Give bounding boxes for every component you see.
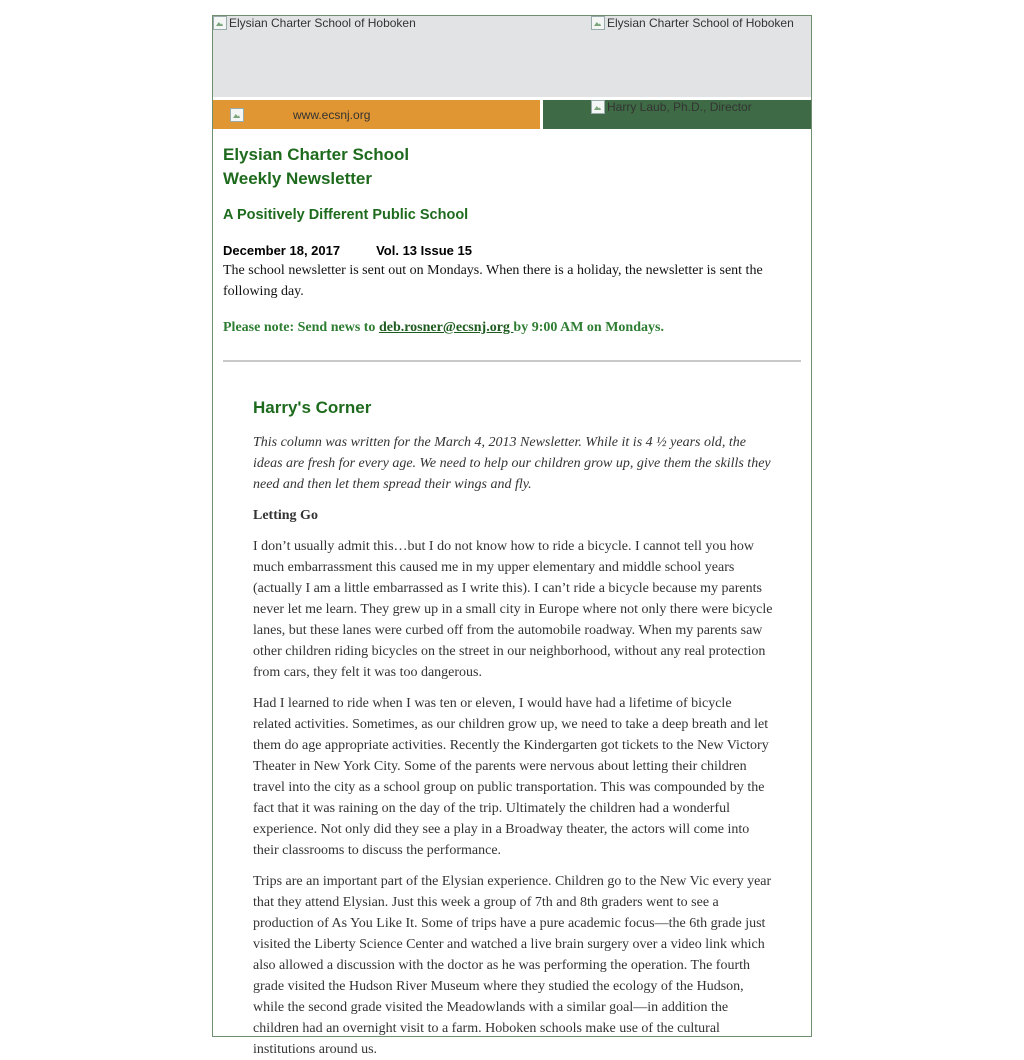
school-logo-right: Elysian Charter School of Hoboken [591,16,794,30]
column-paragraph-3: Trips are an important part of the Elysian experience. Children go to the New Vic every year that they attend Elysian. Just this week a group of 7th and 8th graders went to see a production of As You Like It. Some of trips have a pure academic focus—the 6th grade just visited the Liberty Science Center and watched a live brain surgery over a video link which also allowed a discussion with the doctor as he was performing the operation. The fourth grade visited the Hudson River Museum where they studied the ecology of the Hudson, while the second grade visited the Meadowlands with a similar goal—in addition the children had an overnight visit to a farm. Hoboken schools make use of the cultural institutions around us. [253,874,772,1057]
column-paragraph-2: Had I learned to ride when I was ten or eleven, I would have had a lifetime of bicycle related activities. Sometimes, as our children grow up, we need to take a deep breath and let them do age appropriate activities. Recently the Kindergarten got tickets to the New Victory Theater in New York City. Some of the parents were nervous about letting their children travel into the city as a school group on public transportation. This was compounded by the fact that it was raining on the day of the trip. Ultimately the children had a wonderful experience. Not only did they see a play in a Broadway theater, the actors will come into their classrooms to discuss the performance. [253,696,769,858]
broken-image-icon [230,108,244,122]
issue-line [223,243,801,258]
submission-note: Please note: Send news to deb.rosner@ecsnj.org by 9:00 AM on Mondays. [223,320,664,335]
website-bar[interactable] [213,100,540,129]
column-paragraph-1: I don’t usually admit this…but I do not know how to ride a bicycle. I cannot tell you how much embarrassment this caused me in my upper elementary and middle school years (actually I am a little embarrassed as I write this). I can’t ride a bicycle because my parents never let me learn. They grew up in a small city in Europe where not only there were bicycle lanes, but these lanes were curbed off from the automobile roadway. When my parents saw other children riding bicycles on the street in our neighborhood, without any real protection from cars, they felt it was too dangerous. [253,539,773,680]
harrys-corner-heading: Harry's Corner [253,398,372,417]
newsletter-header-content [223,143,801,362]
director-bar [543,100,811,129]
website-image [230,108,244,122]
harrys-corner-section [253,398,773,1060]
website-link[interactable]: www.ecsnj.org [293,108,371,122]
tagline: A Positively Different Public School [223,207,469,223]
email-link[interactable]: deb.rosner@ecsnj.org [378,320,514,335]
director-image: Harry Laub, Ph.D., Director [591,100,752,114]
intro-text: The school newsletter is sent out on Mondays. When there is a holiday, the newsletter is sent the following day. [223,263,763,299]
broken-image-icon [213,16,227,30]
broken-image-icon [591,16,605,30]
newsletter-title-line1: Elysian Charter School [223,145,410,164]
school-logo-left: Elysian Charter School of Hoboken [213,16,416,30]
section-divider [223,360,801,362]
header-band [213,16,811,97]
newsletter-frame [212,15,812,1057]
issue-date: December 18, 2017 [223,243,341,258]
column-intro: This column was written for the March 4, 2013 Newsletter. While it is 4 ½ years old, the ideas are fresh for every age. We need to help our children grow up, give them the skills they need and then let them spread their wings and fly. [253,435,771,492]
column-subhead: Letting Go [253,508,318,523]
broken-image-icon [591,100,605,114]
newsletter-title-line2: Weekly Newsletter [223,169,372,188]
volume-issue: Vol. 13 Issue 15 [376,243,472,258]
